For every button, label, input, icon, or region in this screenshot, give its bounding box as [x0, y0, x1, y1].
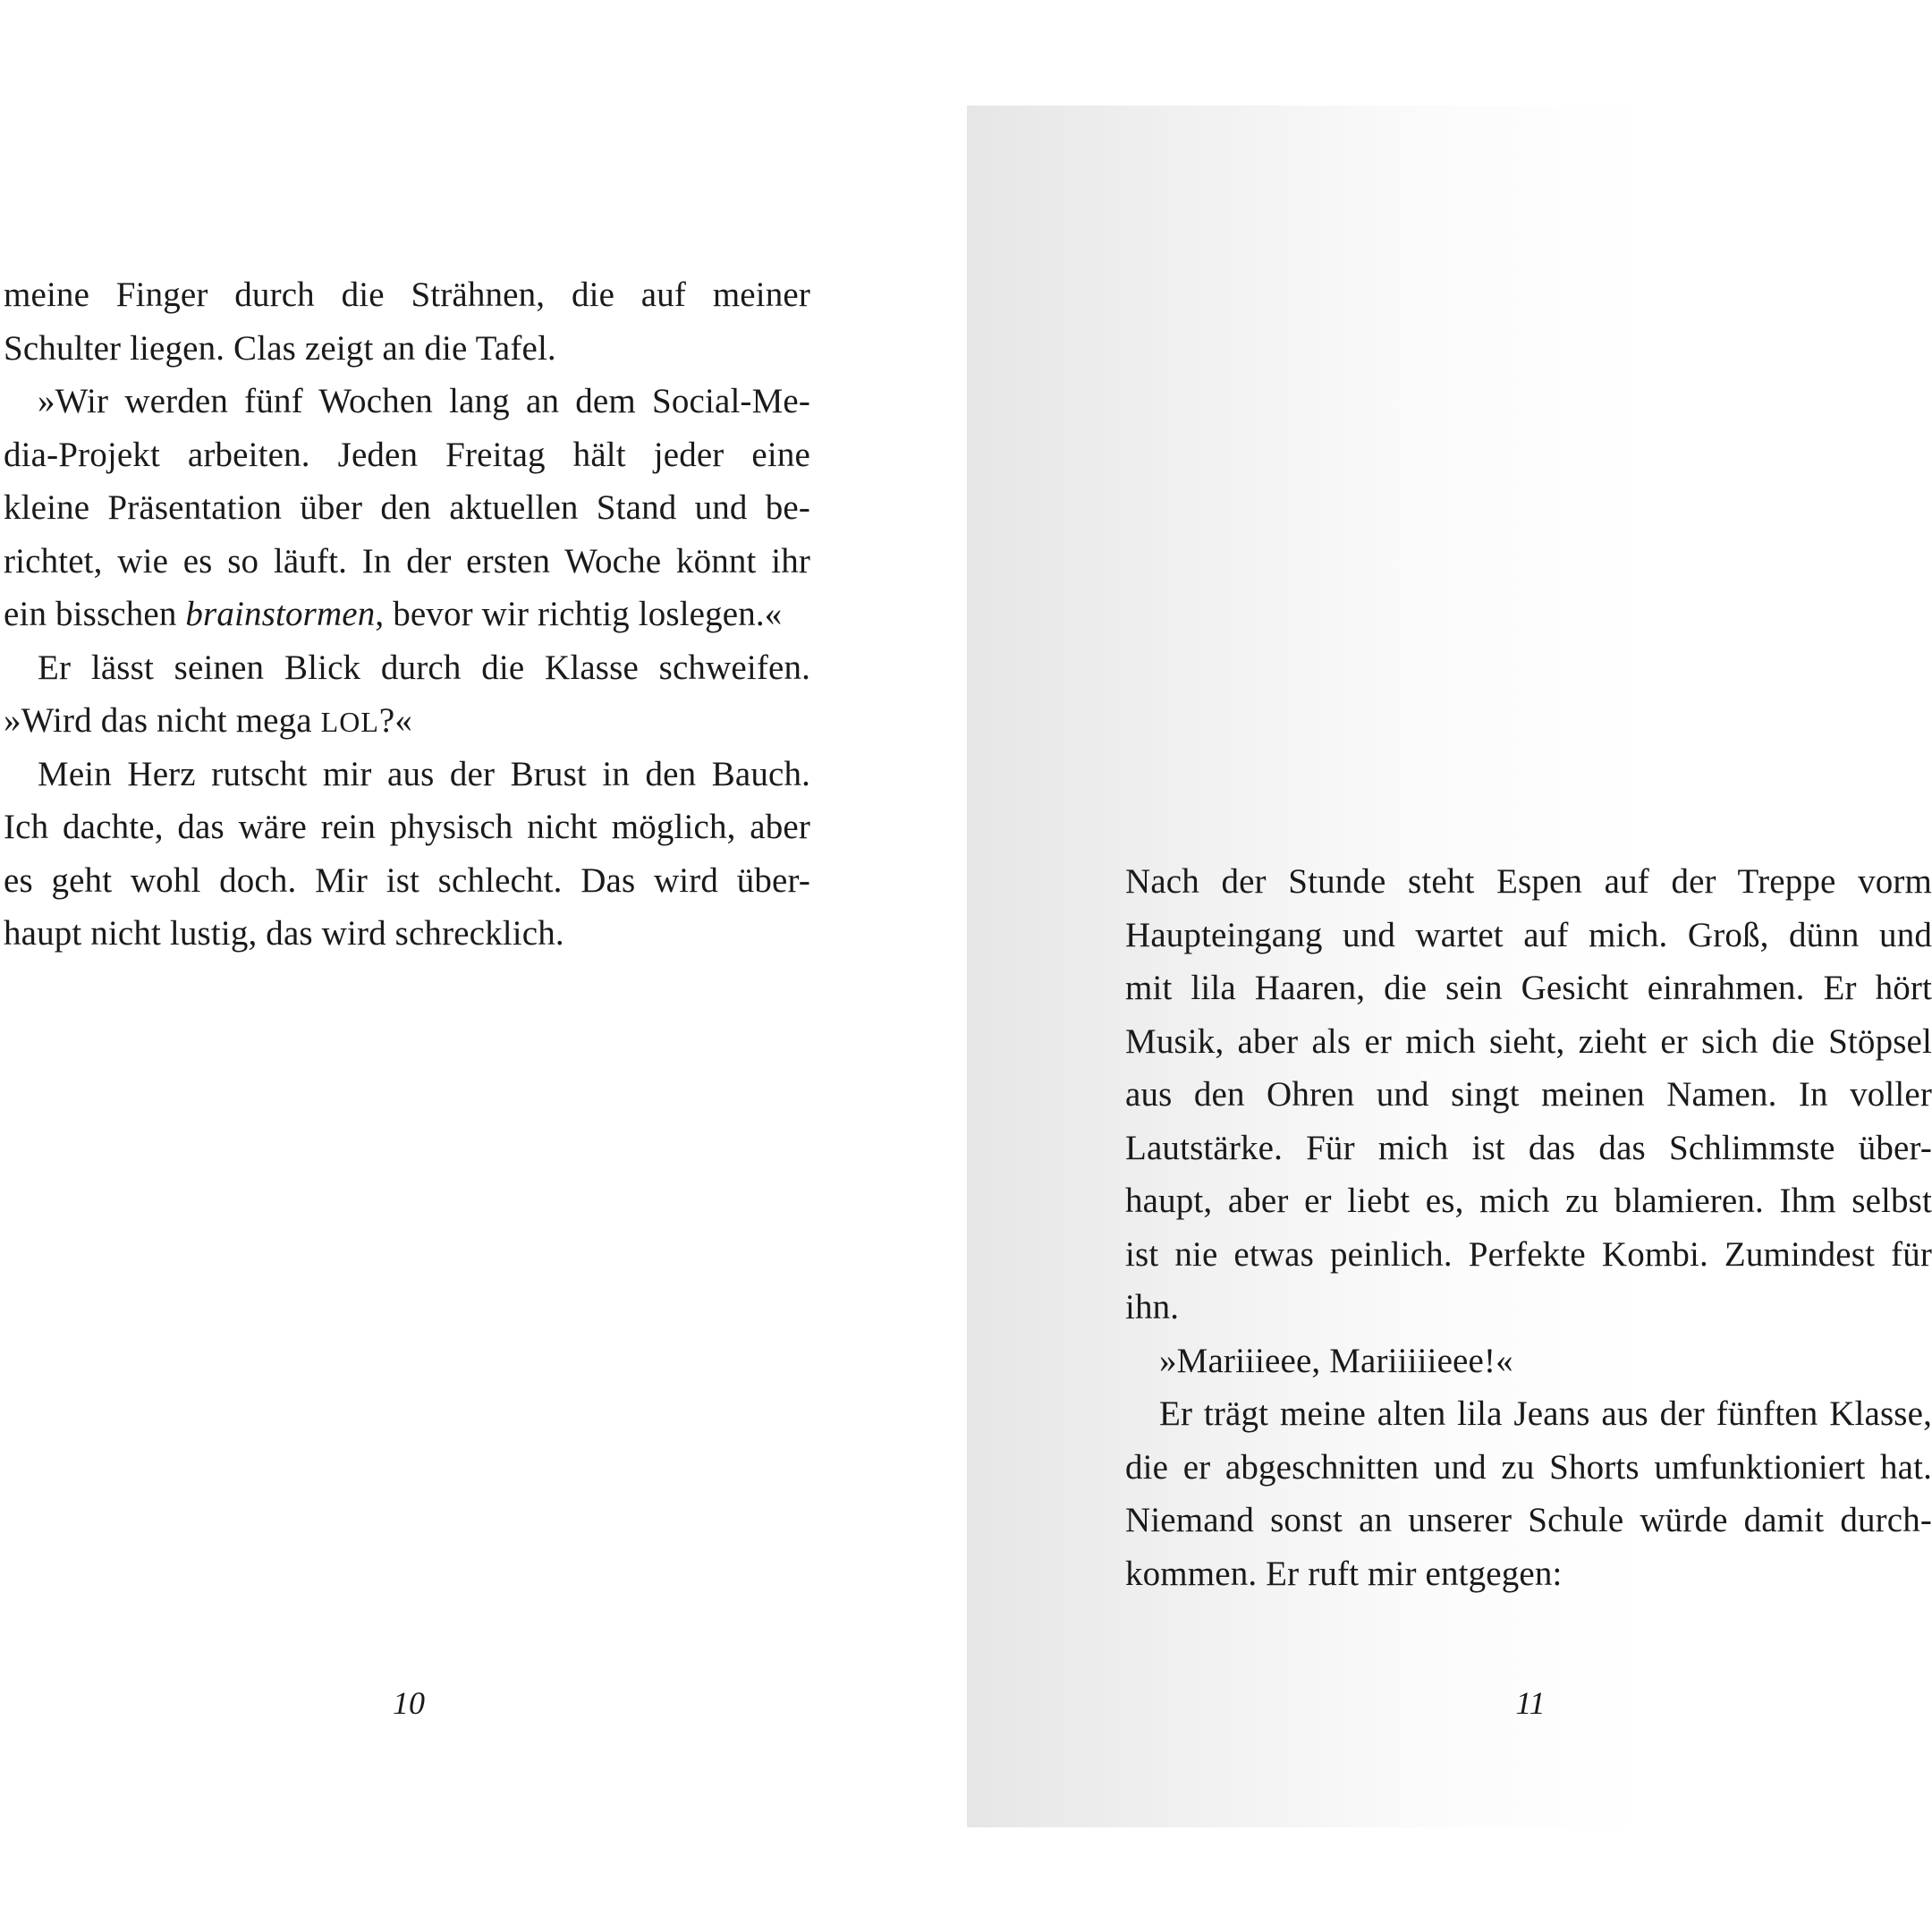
smallcaps-word: LOL [320, 706, 379, 738]
text-line: Haupteingang und wartet auf mich. Groß, dünn und [1125, 915, 1932, 954]
text-line: aus den Ohren und singt meinen Namen. In voller [1125, 1075, 1932, 1114]
text-line: Er trägt meine alten lila Jeans aus der fünften Klasse, [1159, 1394, 1932, 1433]
text-segment: , bevor wir richtig loslegen.« [375, 595, 783, 633]
page-number-left: 10 [393, 1685, 425, 1721]
text-line: haupt nicht lustig, das wird schrecklich. [4, 914, 564, 953]
right-page-text [1125, 855, 1932, 1600]
text-line: kommen. Er ruft mir entgegen: [1125, 1554, 1563, 1593]
text-line [4, 694, 810, 748]
text-line [4, 588, 810, 641]
text-line: Niemand sonst an unserer Schule würde damit durch- [1125, 1501, 1932, 1539]
text-line: Lautstärke. Für mich ist das das Schlimmste über- [1125, 1128, 1932, 1167]
text-line: richtet, wie es so läuft. In der ersten Woche könnt ihr [4, 541, 810, 580]
text-line: Ich dachte, das wäre rein physisch nicht möglich, aber [4, 808, 810, 846]
text-line: Er lässt seinen Blick durch die Klasse schweifen. [38, 648, 810, 687]
text-line: ist nie etwas peinlich. Perfekte Kombi. Zumindest für [1125, 1234, 1932, 1274]
text-line: es geht wohl doch. Mir ist schlecht. Das wird über- [4, 860, 810, 900]
text-line: Mein Herz rutscht mir aus der Brust in den Bauch. [38, 754, 810, 793]
text-line: Musik, aber als er mich sieht, zieht er sich die Stöpsel [1125, 1021, 1932, 1061]
text-segment: ?« [378, 701, 412, 740]
page-number-right: 11 [1515, 1685, 1546, 1721]
left-page-text [4, 268, 810, 961]
text-line: »Wir werden fünf Wochen lang an dem Social-Me- [38, 382, 810, 420]
text-segment: ein bisschen [4, 595, 186, 633]
text-segment: »Wird das nicht mega [4, 701, 321, 740]
text-line: »Mariiieee, Mariiiiieee!« [1159, 1341, 1513, 1380]
text-line: Schulter liegen. Clas zeigt an die Tafel. [4, 328, 556, 368]
text-line: Nach der Stunde steht Espen auf der Treppe vorm [1125, 862, 1932, 901]
text-line: haupt, aber er liebt es, mich zu blamieren. Ihm selbst [1125, 1182, 1932, 1220]
text-line: meine Finger durch die Strähnen, die auf meiner [4, 275, 810, 314]
italic-word: brainstormen [185, 595, 376, 633]
text-line: mit lila Haaren, die sein Gesicht einrahmen. Er hört [1125, 969, 1932, 1007]
text-line: dia-Projekt arbeiten. Jeden Freitag hält jeder eine [4, 435, 810, 474]
text-line: kleine Präsentation über den aktuellen Stand und be- [4, 488, 810, 527]
text-line: die er abgeschnitten und zu Shorts umfunktioniert hat. [1125, 1447, 1932, 1487]
text-line: ihn. [1125, 1288, 1180, 1326]
